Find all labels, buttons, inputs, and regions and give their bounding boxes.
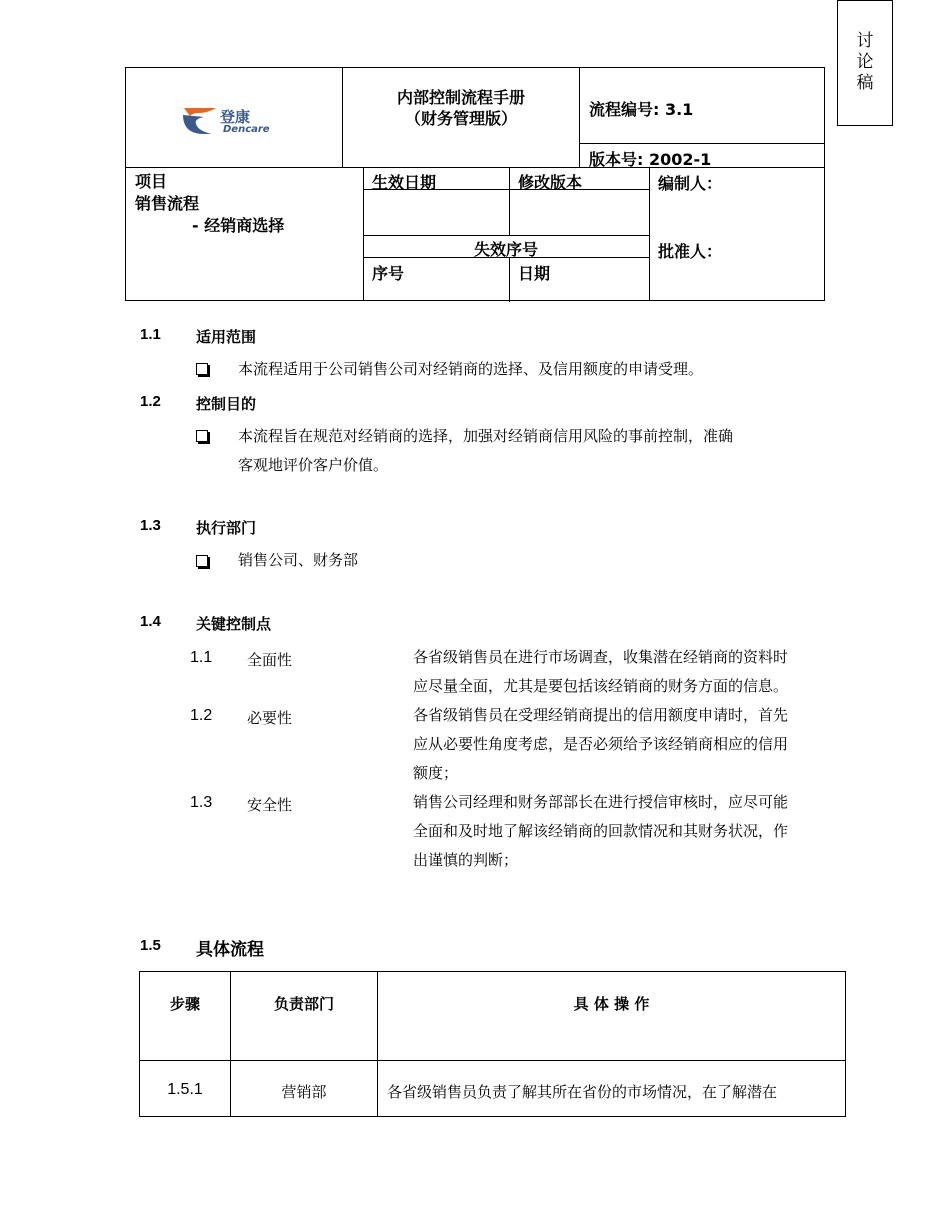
version-number: 版本号: 2002-1 (589, 150, 712, 169)
table-cell-action: 各省级销售员负责了解其所在省份的市场情况，在了解潜在 (387, 1083, 778, 1101)
date-label: 日期 (518, 264, 551, 283)
section-number: 1.3 (140, 517, 161, 534)
section-title: 关键控制点 (196, 615, 272, 633)
section-title: 适用范围 (196, 328, 257, 346)
logo-text-cn: 登康 (220, 108, 251, 126)
section-number: 1.2 (140, 393, 161, 410)
control-point-desc (413, 701, 843, 788)
effective-date-label: 生效日期 (372, 173, 437, 192)
control-point-desc (413, 643, 843, 701)
bullet-text: 销售公司、财务部 (238, 551, 359, 569)
bullet-text-line: 客观地评价客户价值。 (238, 456, 389, 474)
project-label: 项目 (135, 172, 168, 191)
table-header-action: 具 体 操 作 (573, 995, 650, 1013)
bullet-text: 本流程适用于公司销售公司对经销商的选择、及信用额度的申请受理。 (238, 360, 704, 378)
revision-label: 修改版本 (518, 173, 583, 192)
section-title: 具体流程 (196, 940, 264, 960)
section-number: 1.4 (140, 613, 161, 630)
table-cell-step: 1.5.1 (167, 1081, 203, 1098)
process-number: 流程编号: 3.1 (589, 100, 694, 119)
approver-label: 批准人： (658, 242, 723, 261)
desc-line: 应从必要性角度考虑，是否必须给予该经销商相应的信用 (413, 735, 789, 753)
control-point-name: 必要性 (247, 709, 293, 727)
draft-char: 稿 (856, 73, 874, 93)
control-point-number: 1.2 (190, 707, 213, 724)
header-table (125, 67, 825, 301)
flow-table (139, 971, 846, 1117)
project-subvalue: - 经销商选择 (192, 216, 285, 235)
table-cell-dept: 营销部 (281, 1083, 327, 1101)
section-number: 1.1 (140, 326, 161, 343)
control-point-name: 安全性 (247, 796, 293, 814)
desc-line: 各省级销售员在受理经销商提出的信用额度申请时，首先 (413, 706, 789, 724)
desc-line: 各省级销售员在进行市场调查，收集潜在经销商的资料时 (413, 648, 789, 666)
checkbox-bullet-icon (196, 363, 208, 375)
expiry-seq-label: 失效序号 (473, 240, 538, 259)
logo-text-en: Dencare (223, 124, 270, 135)
draft-char: 讨 (856, 31, 874, 51)
project-cell (135, 171, 284, 237)
desc-line: 额度； (413, 764, 459, 782)
checkbox-bullet-icon (196, 555, 208, 567)
section-number: 1.5 (140, 937, 161, 954)
control-point-number: 1.3 (190, 794, 213, 811)
draft-stamp (837, 0, 893, 126)
manual-title-line1: 内部控制流程手册 (396, 88, 525, 107)
project-value: 销售流程 (135, 194, 200, 213)
table-header-dept: 负责部门 (273, 995, 334, 1013)
control-point-name: 全面性 (247, 651, 293, 669)
manual-title-line2: （财务管理版） (404, 109, 517, 128)
desc-line: 出谨慎的判断； (413, 851, 519, 869)
desc-line: 全面和及时地了解该经销商的回款情况和其财务状况，作 (413, 822, 789, 840)
table-header-step: 步骤 (169, 995, 200, 1013)
section-title: 控制目的 (196, 395, 257, 413)
manual-title (343, 87, 579, 129)
desc-line: 应尽量全面，尤其是要包括该经销商的财务方面的信息。 (413, 677, 789, 695)
seq-label: 序号 (372, 264, 405, 283)
control-point-number: 1.1 (190, 649, 213, 666)
desc-line: 销售公司经理和财务部部长在进行授信审核时，应尽可能 (413, 793, 789, 811)
control-point-desc (413, 788, 843, 875)
editor-label: 编制人： (658, 174, 723, 193)
checkbox-bullet-icon (196, 430, 208, 442)
draft-char: 论 (856, 52, 874, 72)
bullet-text-line: 本流程旨在规范对经销商的选择，加强对经销商信用风险的事前控制，准确 (238, 427, 734, 445)
bullet-text (238, 422, 733, 480)
section-title: 执行部门 (196, 519, 257, 537)
